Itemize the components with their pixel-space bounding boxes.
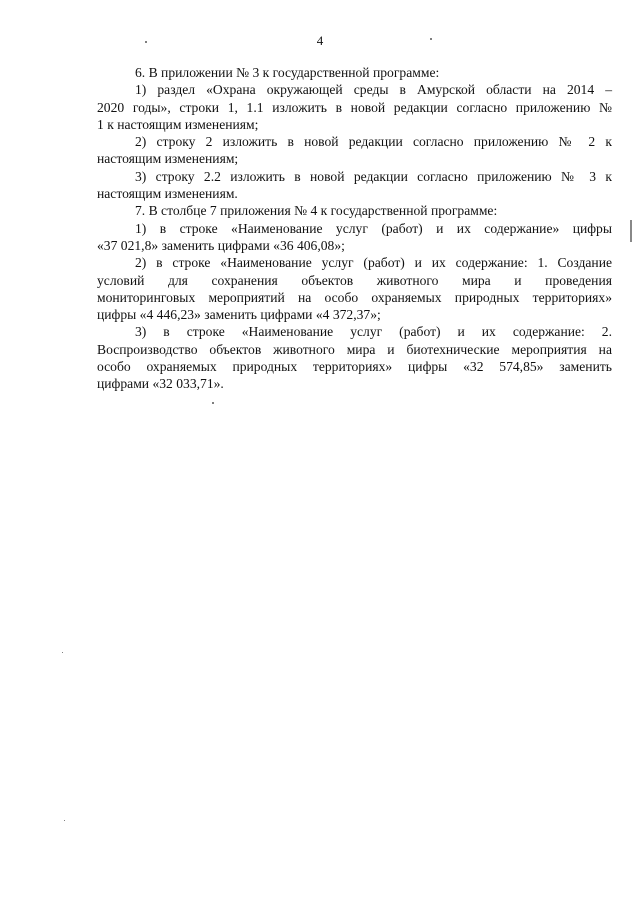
scan-speck [62, 652, 63, 653]
text-line: 2) строку 2 изложить в новой редакции согласно приложению № 2 к [135, 134, 612, 150]
text-line: цифрами «32 033,71». [97, 376, 224, 392]
paragraph-item-6-3 [97, 168, 612, 203]
text-line: «37 021,8» заменить цифрами «36 406,08»; [97, 237, 345, 253]
text-line: Воспроизводство объектов животного мира и биотехнические мероприятия на [97, 341, 612, 357]
scan-edge-mark [630, 220, 632, 242]
scan-speck [145, 41, 147, 43]
scan-speck [64, 820, 65, 821]
text-line: 1) в строке «Наименование услуг (работ) и их содержание» цифры [135, 220, 612, 236]
paragraph-item-7-2 [97, 254, 612, 323]
paragraph-item-6-2 [97, 133, 612, 168]
paragraph-item-7 [97, 202, 612, 219]
scan-speck [430, 38, 432, 40]
paragraph-item-6 [97, 64, 612, 81]
text-line: 2) в строке «Наименование услуг (работ) и их содержание: 1. Создание [135, 255, 612, 271]
text-line: цифры «4 446,23» заменить цифрами «4 372,37»; [97, 307, 381, 323]
text-line: особо охраняемых природных территориях» цифры «32 574,85» заменить [97, 359, 612, 375]
text-line: настоящим изменениям. [97, 186, 238, 202]
text-line: 3) строку 2.2 изложить в новой редакции согласно приложению № 3 к [135, 168, 612, 184]
text-line: настоящим изменениям; [97, 151, 239, 167]
text-line: 1 к настоящим изменениям; [97, 116, 259, 132]
text-line: условий для сохранения объектов животного мира и проведения [97, 272, 612, 288]
text-line: мониторинговых мероприятий на особо охраняемых природных территориях» [97, 289, 612, 305]
document-body [97, 64, 612, 393]
text-line: 6. В приложении № 3 к государственной программе: [135, 65, 440, 80]
paragraph-item-7-3 [97, 323, 612, 392]
scan-speck [212, 402, 214, 404]
page-number: 4 [316, 33, 324, 48]
paragraph-item-7-1 [97, 220, 612, 255]
paragraph-item-6-1 [97, 81, 612, 133]
text-line: 3) в строке «Наименование услуг (работ) и их содержание: 2. [135, 324, 612, 340]
text-line: 2020 годы», строки 1, 1.1 изложить в новой редакции согласно приложению № [97, 99, 612, 115]
text-line: 7. В столбце 7 приложения № 4 к государственной программе: [135, 203, 498, 219]
text-line: 1) раздел «Охрана окружающей среды в Амурской области на 2014 – [135, 82, 612, 98]
